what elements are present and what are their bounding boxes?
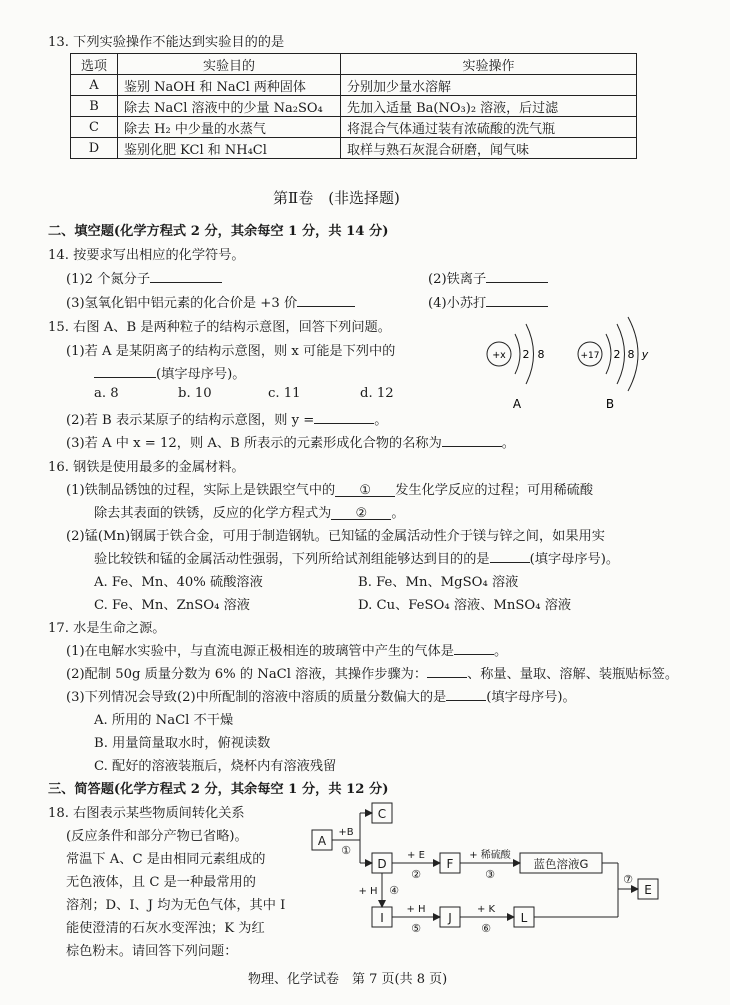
q16-opt-a: A. Fe、Mn、40% 硫酸溶液 [94,575,263,590]
row-option: C [71,117,118,138]
q15-p3-text: (3)若 A 中 x = 12，则 A、B 所表示的元素形成化合物的名称为 [66,436,442,451]
q16-opt-c: C. Fe、Mn、ZnSO₄ 溶液 [94,598,250,613]
answer-blank[interactable] [442,433,502,447]
q14-stem: 14. 按要求写出相应的化学符号。 [48,248,245,263]
header-option: 选项 [71,54,118,75]
row-option: A [71,75,118,96]
q18-line5: 溶剂；D、I、J 均为无色气体，其中 I [66,898,286,913]
q17-p3 [66,686,576,705]
row-purpose: 鉴别化肥 KCl 和 NH₄Cl [118,138,341,159]
row-operation: 取样与熟石灰混合研磨，闻气味 [341,138,637,159]
period: 。 [374,413,388,428]
answer-blank[interactable] [486,293,548,307]
q18-line3: 常温下 A、C 是由相同元素组成的 [66,852,266,867]
q15-p3 [66,432,515,451]
box-i-label: I [380,911,384,925]
atom-b [578,317,649,411]
answer-blank[interactable] [297,293,355,307]
q16-p1-line1 [66,479,593,498]
row-purpose: 鉴别 NaOH 和 NaCl 两种固体 [118,75,341,96]
q14-c-text: (3)氢氧化铝中铝元素的化合价是 +3 价 [66,296,298,311]
box-g-label: 蓝色溶液G [533,857,589,871]
q17-p2a-text: (2)配制 50g 质量分数为 6% 的 NaCl 溶液，其操作步骤为： [66,667,428,682]
period: 。 [493,644,508,659]
q16-stem: 16. 钢铁是使用最多的金属材料。 [48,460,245,475]
blank-marker-2: ② [355,506,368,521]
q16-p1b-text: 发生化学反应的过程；可用稀硫酸 [395,483,594,498]
q17-p3b-text: (填字母序号)。 [486,690,576,705]
q17-opt-b: B. 用量筒量取水时，俯视读数 [94,736,271,751]
row-option: D [71,138,118,159]
q17-stem: 17. 水是生命之源。 [48,621,166,636]
q16-p1a-text: (1)铁制品锈蚀的过程，实际上是铁跟空气中的 [66,483,336,498]
r7-number: ⑦ [623,873,633,886]
q15-opt-b: b. 10 [178,386,212,401]
q15-p2 [66,409,387,428]
conversion-flow-diagram [300,795,670,945]
q13-stem: 13. 下列实验操作不能达到实验目的的是 [48,35,285,50]
q15-opt-c: c. 11 [268,386,301,401]
q16-p1-line2 [94,502,405,521]
q18-line4: 无色液体，且 C 是一种最常用的 [66,875,256,890]
nucleus-a-label: +x [492,350,506,361]
q16-p2b-text: 验比较铁和锰的金属活动性强弱，下列所给试剂组能够达到目的的是 [94,552,490,567]
row-purpose: 除去 NaCl 溶液中的少量 Na₂SO₄ [118,96,341,117]
q15-stem: 15. 右图 A、B 是两种粒子的结构示意图，回答下列问题。 [48,320,391,335]
answer-blank[interactable] [314,410,374,424]
period: 。 [501,436,515,451]
table-row [71,75,637,96]
box-l-label: L [520,911,528,925]
answer-blank[interactable] [486,269,548,283]
row-operation: 将混合气体通过装有浓硫酸的洗气瓶 [341,117,637,138]
nucleus-b-label: +17 [580,351,600,361]
q14-d-text: (4)小苏打 [428,296,487,311]
r6-reagent: + K [476,904,496,915]
q18-line6: 能使澄清的石灰水变浑浊；K 为红 [66,921,265,936]
shell-b-1-electrons: 2 [613,348,621,361]
answer-blank[interactable] [335,483,395,497]
answer-blank[interactable] [331,506,391,520]
q15-opt-d: d. 12 [360,386,394,401]
r4-reagent: + H [358,886,378,897]
r4-number: ④ [389,884,399,897]
r3-reagent: + 稀硫酸 [469,850,511,861]
part2-heading: 二、填空题(化学方程式 2 分，其余每空 1 分，共 14 分) [48,224,389,239]
atom-a [487,324,545,411]
shell-b-2-electrons: 8 [627,348,635,361]
page-footer: 物理、化学试卷 第 7 页(共 8 页) [248,972,448,987]
answer-blank[interactable] [446,687,486,701]
q18-line7: 棕色粉末。请回答下列问题： [66,944,238,959]
box-c-label: C [377,807,387,821]
r6-number: ⑥ [481,922,491,935]
q15-p1b-text: (填字母序号)。 [156,367,246,382]
atom-a-label: A [512,397,522,411]
answer-blank[interactable] [427,664,467,678]
q14-b [428,268,548,287]
q14-a-text: (1)2 个氮分子 [66,272,151,287]
r2-number: ② [411,868,421,881]
r1-reagent: +B [338,827,354,838]
q17-p1-text: (1)在电解水实验中，与直流电源正极相连的玻璃管中产生的气体是 [66,644,454,659]
q16-p2a: (2)锰(Mn)钢属于铁合金，可用于制造钢轨。已知锰的金属活动性介于镁与锌之间，如果用实 [66,529,605,544]
q13-table [70,53,637,159]
row-operation: 先加入适量 Ba(NO₃)₂ 溶液，后过滤 [341,96,637,117]
header-operation: 实验操作 [341,54,637,75]
q14-c [66,292,355,311]
shell-a-1-electrons: 2 [522,348,530,361]
q17-opt-c: C. 配好的溶液装瓶后，烧杯内有溶液残留 [94,759,337,774]
table-header-row [71,54,637,75]
q17-p1 [66,640,507,659]
shell-b-1 [606,334,611,374]
r3-number: ③ [485,868,495,881]
box-a-label: A [317,834,327,848]
q14-a [66,268,222,287]
blank-marker-1: ① [359,483,372,498]
answer-blank[interactable] [150,269,222,283]
row-option: B [71,96,118,117]
shell-b-3-electrons: y [641,348,649,361]
table-row [71,117,637,138]
r1-number: ① [341,844,351,857]
shell-a-2-electrons: 8 [537,348,545,361]
r2-reagent: + E [407,850,425,861]
row-operation: 分别加少量水溶解 [341,75,637,96]
atom-b-label: B [605,397,615,411]
table-row [71,138,637,159]
section-title: 第Ⅱ卷 (非选择题) [273,189,400,207]
answer-blank[interactable] [94,364,156,378]
box-e-label: E [644,883,652,897]
row-purpose: 除去 H₂ 中少量的水蒸气 [118,117,341,138]
q15-p1a: (1)若 A 是某阴离子的结构示意图，则 x 可能是下列中的 [66,344,396,359]
q15-p1b [94,363,245,382]
q16-p2b [94,548,619,567]
q14-d [428,292,548,311]
q17-p3a-text: (3)下列情况会导致(2)中所配制的溶液中溶质的质量分数偏大的是 [66,690,447,705]
q14-b-text: (2)铁离子 [428,272,487,287]
q17-opt-a: A. 所用的 NaCl 不干燥 [94,713,234,728]
q16-opt-d: D. Cu、FeSO₄ 溶液、MnSO₄ 溶液 [358,598,572,613]
r5-reagent: + H [406,904,426,915]
q15-p2-text: (2)若 B 表示某原子的结构示意图，则 y = [66,413,315,428]
atom-structure-diagram [470,312,680,412]
q16-p1c-text: 除去其表面的铁锈，反应的化学方程式为 [94,506,332,521]
q17-p2b-text: 、称量、量取、溶解、装瓶贴标签。 [467,667,679,682]
table-row [71,96,637,117]
answer-blank[interactable] [454,641,494,655]
q18-line2: (反应条件和部分产物已省略)。 [66,829,248,844]
q16-opt-b: B. Fe、Mn、MgSO₄ 溶液 [358,575,519,590]
q17-p2 [66,663,678,682]
shell-a-1 [515,334,520,374]
header-purpose: 实验目的 [118,54,341,75]
part3-heading: 三、简答题(化学方程式 2 分，其余每空 1 分，共 12 分) [48,782,389,797]
box-j-label: J [448,911,452,925]
period: 。 [391,506,405,521]
q16-p2c-text: (填字母序号)。 [529,552,620,567]
r5-number: ⑤ [411,922,421,935]
box-d-label: D [377,857,387,871]
q18-line1: 18. 右图表示某些物质间转化关系 [48,806,245,821]
answer-blank[interactable] [490,549,530,563]
q15-opt-a: a. 8 [94,386,119,401]
box-f-label: F [446,857,454,871]
